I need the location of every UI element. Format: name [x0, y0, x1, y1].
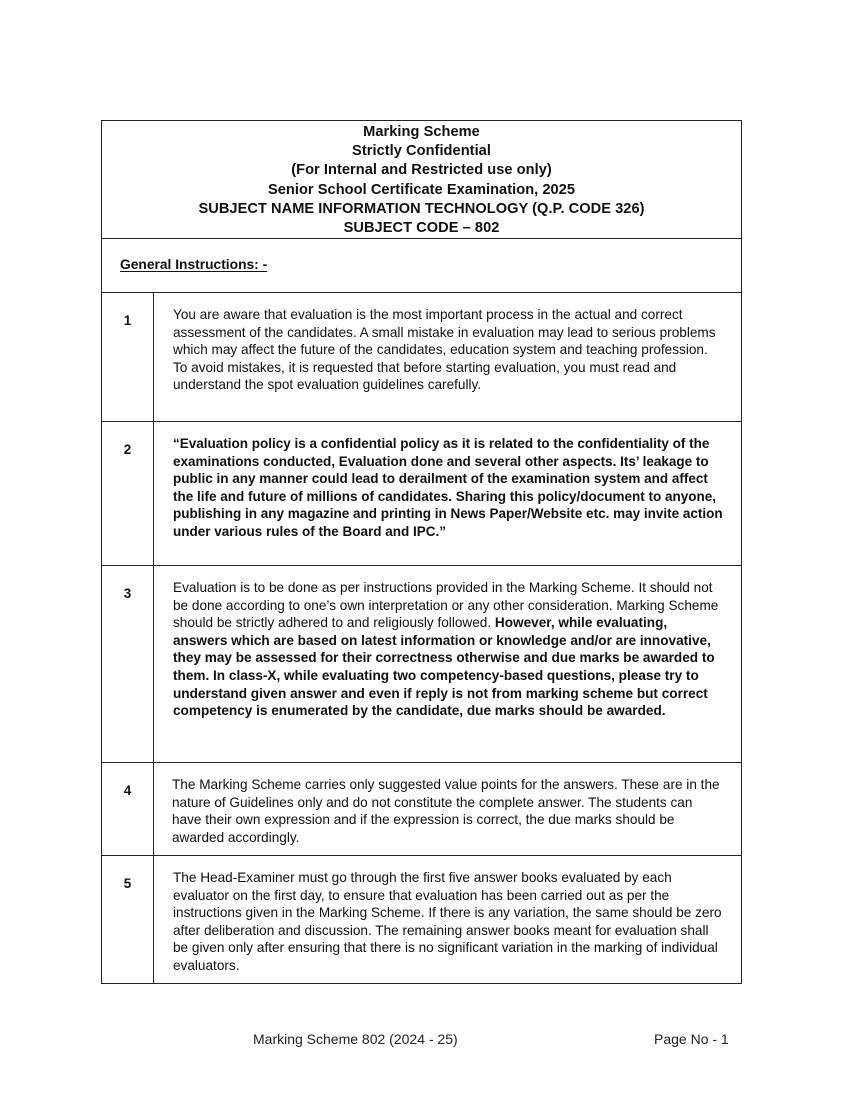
general-instructions-row: [102, 239, 741, 293]
instruction-text-bold: However, while evaluating, answers which are based on latest information or knowledge and/or are innovative, they may be assessed for their correctness otherwise and due marks be awarded to them. In class-X, while evaluating two competency-based questions, please try to understand given answer and even if reply is not from marking scheme but correct competency is enumerated by the candidate, due marks should be awarded.: [173, 615, 715, 719]
footer-document-label: Marking Scheme 802 (2024 - 25): [253, 1031, 458, 1047]
header-exam-name: Senior School Certificate Examination, 2025: [267, 181, 576, 198]
instruction-number: 3: [102, 566, 154, 762]
header-subject-code: SUBJECT CODE – 802: [343, 220, 500, 237]
marking-scheme-table: [101, 120, 742, 984]
instruction-text: The Marking Scheme carries only suggested value points for the answers. These are in the nature of Guidelines only and do not constitute the complete answer. The students can have their own expression and if the expression is correct, the due marks should be awarded accordingly.: [172, 777, 720, 845]
header-restricted-use: (For Internal and Restricted use only): [291, 162, 552, 179]
instruction-row: [102, 763, 741, 856]
footer-page-number: Page No - 1: [654, 1031, 729, 1047]
instruction-number: 1: [102, 293, 154, 421]
instruction-text: The Head-Examiner must go through the first five answer books evaluated by each evaluator on the first day, to ensure that evaluation has been carried out as per the instructions given in the Marking Scheme. If there is any variation, the same should be zero after deliberation and discussion. The remaining answer books meant for evaluation shall be given only after ensuring that there is no significant variation in the marking of individual evaluators.: [173, 870, 722, 973]
instruction-number: 2: [102, 422, 154, 565]
document-header: [102, 121, 741, 239]
instruction-row: [102, 422, 741, 566]
general-instructions-heading: General Instructions: -: [120, 257, 268, 272]
instruction-row: [102, 566, 741, 763]
instruction-number: 4: [102, 763, 154, 855]
header-confidential: Strictly Confidential: [352, 143, 491, 160]
instruction-text: [154, 566, 741, 762]
instruction-row: [102, 856, 741, 983]
instruction-number: 5: [102, 856, 154, 983]
instruction-text-regular: Evaluation is to be done as per instructions provided in the Marking Scheme. It should not be done according to one’s own interpretation or any other consideration. Marking Scheme should be strictly adhered to and religiously followed.: [173, 580, 719, 631]
header-subject-name: SUBJECT NAME INFORMATION TECHNOLOGY (Q.P. CODE 326): [198, 200, 645, 217]
instruction-row: [102, 293, 741, 422]
instruction-text: “Evaluation policy is a confidential policy as it is related to the confidentiality of the examinations conducted, Evaluation done and several other aspects. Its’ leakage to public in any manner could lead to derailment of the examination system and affect the life and future of millions of candidates. Sharing this policy/document to anyone, publishing in any magazine and printing in News Paper/Website etc. may invite action under various rules of the Board and IPC.”: [173, 436, 723, 539]
header-title: Marking Scheme: [363, 124, 480, 140]
instruction-text: You are aware that evaluation is the most important process in the actual and correct assessment of the candidates. A small mistake in evaluation may lead to serious problems which may affect the future of the candidates, education system and teaching profession. To avoid mistakes, it is requested that before starting evaluation, you must read and understand the spot evaluation guidelines carefully.: [173, 307, 716, 393]
